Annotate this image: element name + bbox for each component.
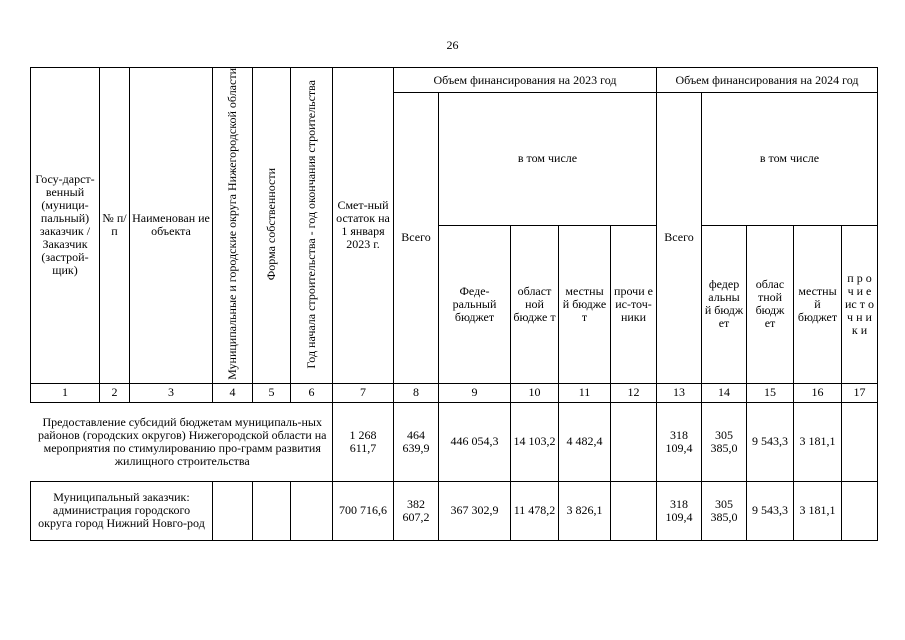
column-number: 16 <box>794 383 842 402</box>
cell-total-2024: 318 109,4 <box>657 481 702 540</box>
column-number: 10 <box>511 383 559 402</box>
header-row <box>31 68 878 93</box>
cell-ownership <box>253 481 291 540</box>
cell-total-2023: 464 639,9 <box>394 402 439 481</box>
header-local-2024: местный бюджет <box>794 225 842 383</box>
table-row <box>31 481 878 540</box>
cell-regional-2024: 9 543,3 <box>747 481 794 540</box>
column-number: 1 <box>31 383 100 402</box>
header-municipal <box>213 68 253 384</box>
column-number: 14 <box>702 383 747 402</box>
header-funding-2023: Объем финансирования на 2023 год <box>394 68 657 93</box>
cell-other-2023 <box>611 402 657 481</box>
column-number-row <box>31 383 878 402</box>
column-number: 15 <box>747 383 794 402</box>
column-number: 12 <box>611 383 657 402</box>
cell-other-2024 <box>842 481 878 540</box>
cell-federal-2023: 367 302,9 <box>439 481 511 540</box>
column-number: 13 <box>657 383 702 402</box>
cell-municipal <box>213 481 253 540</box>
header-funding-2024: Объем финансирования на 2024 год <box>657 68 878 93</box>
header-federal-2024: федер альны й бюдж ет <box>702 225 747 383</box>
cell-local-2023: 4 482,4 <box>559 402 611 481</box>
cell-federal-2024: 305 385,0 <box>702 402 747 481</box>
cell-total-2024: 318 109,4 <box>657 402 702 481</box>
column-number: 2 <box>100 383 130 402</box>
cell-federal-2023: 446 054,3 <box>439 402 511 481</box>
cell-federal-2024: 305 385,0 <box>702 481 747 540</box>
column-number: 9 <box>439 383 511 402</box>
financing-table <box>30 67 878 541</box>
cell-other-2024 <box>842 402 878 481</box>
header-customer: Госу-дарст-венный (муници-пальный) заказчик / Заказчик (застрой-щик) <box>31 68 100 384</box>
header-other-2024: п р о ч и е ис т о ч н и к и <box>842 225 878 383</box>
header-local-2023: местны й бюдже т <box>559 225 611 383</box>
cell-total-2023: 382 607,2 <box>394 481 439 540</box>
column-number: 8 <box>394 383 439 402</box>
header-pp: № п/п <box>100 68 130 384</box>
header-federal-2023: Феде-ральный бюджет <box>439 225 511 383</box>
column-number: 7 <box>333 383 394 402</box>
cell-regional-2024: 9 543,3 <box>747 402 794 481</box>
cell-regional-2023: 14 103,2 <box>511 402 559 481</box>
column-number: 17 <box>842 383 878 402</box>
row-label: Муниципальный заказчик: администрация городского округа город Нижний Новго-род <box>31 481 213 540</box>
column-number: 4 <box>213 383 253 402</box>
column-number: 6 <box>291 383 333 402</box>
header-municipal-text: Муниципальные и городские округа Нижегородской области <box>225 68 239 380</box>
row-label: Предоставление субсидий бюджетам муниципаль-ных районов (городских округов) Нижегородской области на мероприятия по стимулированию про-грамм развития жилищного строительства <box>31 402 333 481</box>
header-other-2023: прочи е ис-точ-ники <box>611 225 657 383</box>
table-row <box>31 402 878 481</box>
column-number: 5 <box>253 383 291 402</box>
header-total-2023: Всего <box>394 93 439 384</box>
header-regional-2023: област ной бюдже т <box>511 225 559 383</box>
header-ownership-text: Форма собственности <box>264 167 278 281</box>
cell-years <box>291 481 333 540</box>
cell-other-2023 <box>611 481 657 540</box>
cell-local-2024: 3 181,1 <box>794 402 842 481</box>
header-incl-2024: в том числе <box>702 93 878 226</box>
header-ownership <box>253 68 291 384</box>
header-object-name: Наименован ие объекта <box>130 68 213 384</box>
cell-local-2024: 3 181,1 <box>794 481 842 540</box>
header-regional-2024: облас тной бюдж ет <box>747 225 794 383</box>
column-number: 11 <box>559 383 611 402</box>
cell-balance: 1 268 611,7 <box>333 402 394 481</box>
cell-local-2023: 3 826,1 <box>559 481 611 540</box>
header-incl-2023: в том числе <box>439 93 657 226</box>
cell-balance: 700 716,6 <box>333 481 394 540</box>
page-number: 26 <box>446 38 459 52</box>
cell-regional-2023: 11 478,2 <box>511 481 559 540</box>
column-number: 3 <box>130 383 213 402</box>
header-balance: Смет-ный остаток на 1 января 2023 г. <box>333 68 394 384</box>
header-total-2024: Всего <box>657 93 702 384</box>
header-years-text: Год начала строительства - год окончания строительства <box>304 79 318 369</box>
header-years <box>291 68 333 384</box>
